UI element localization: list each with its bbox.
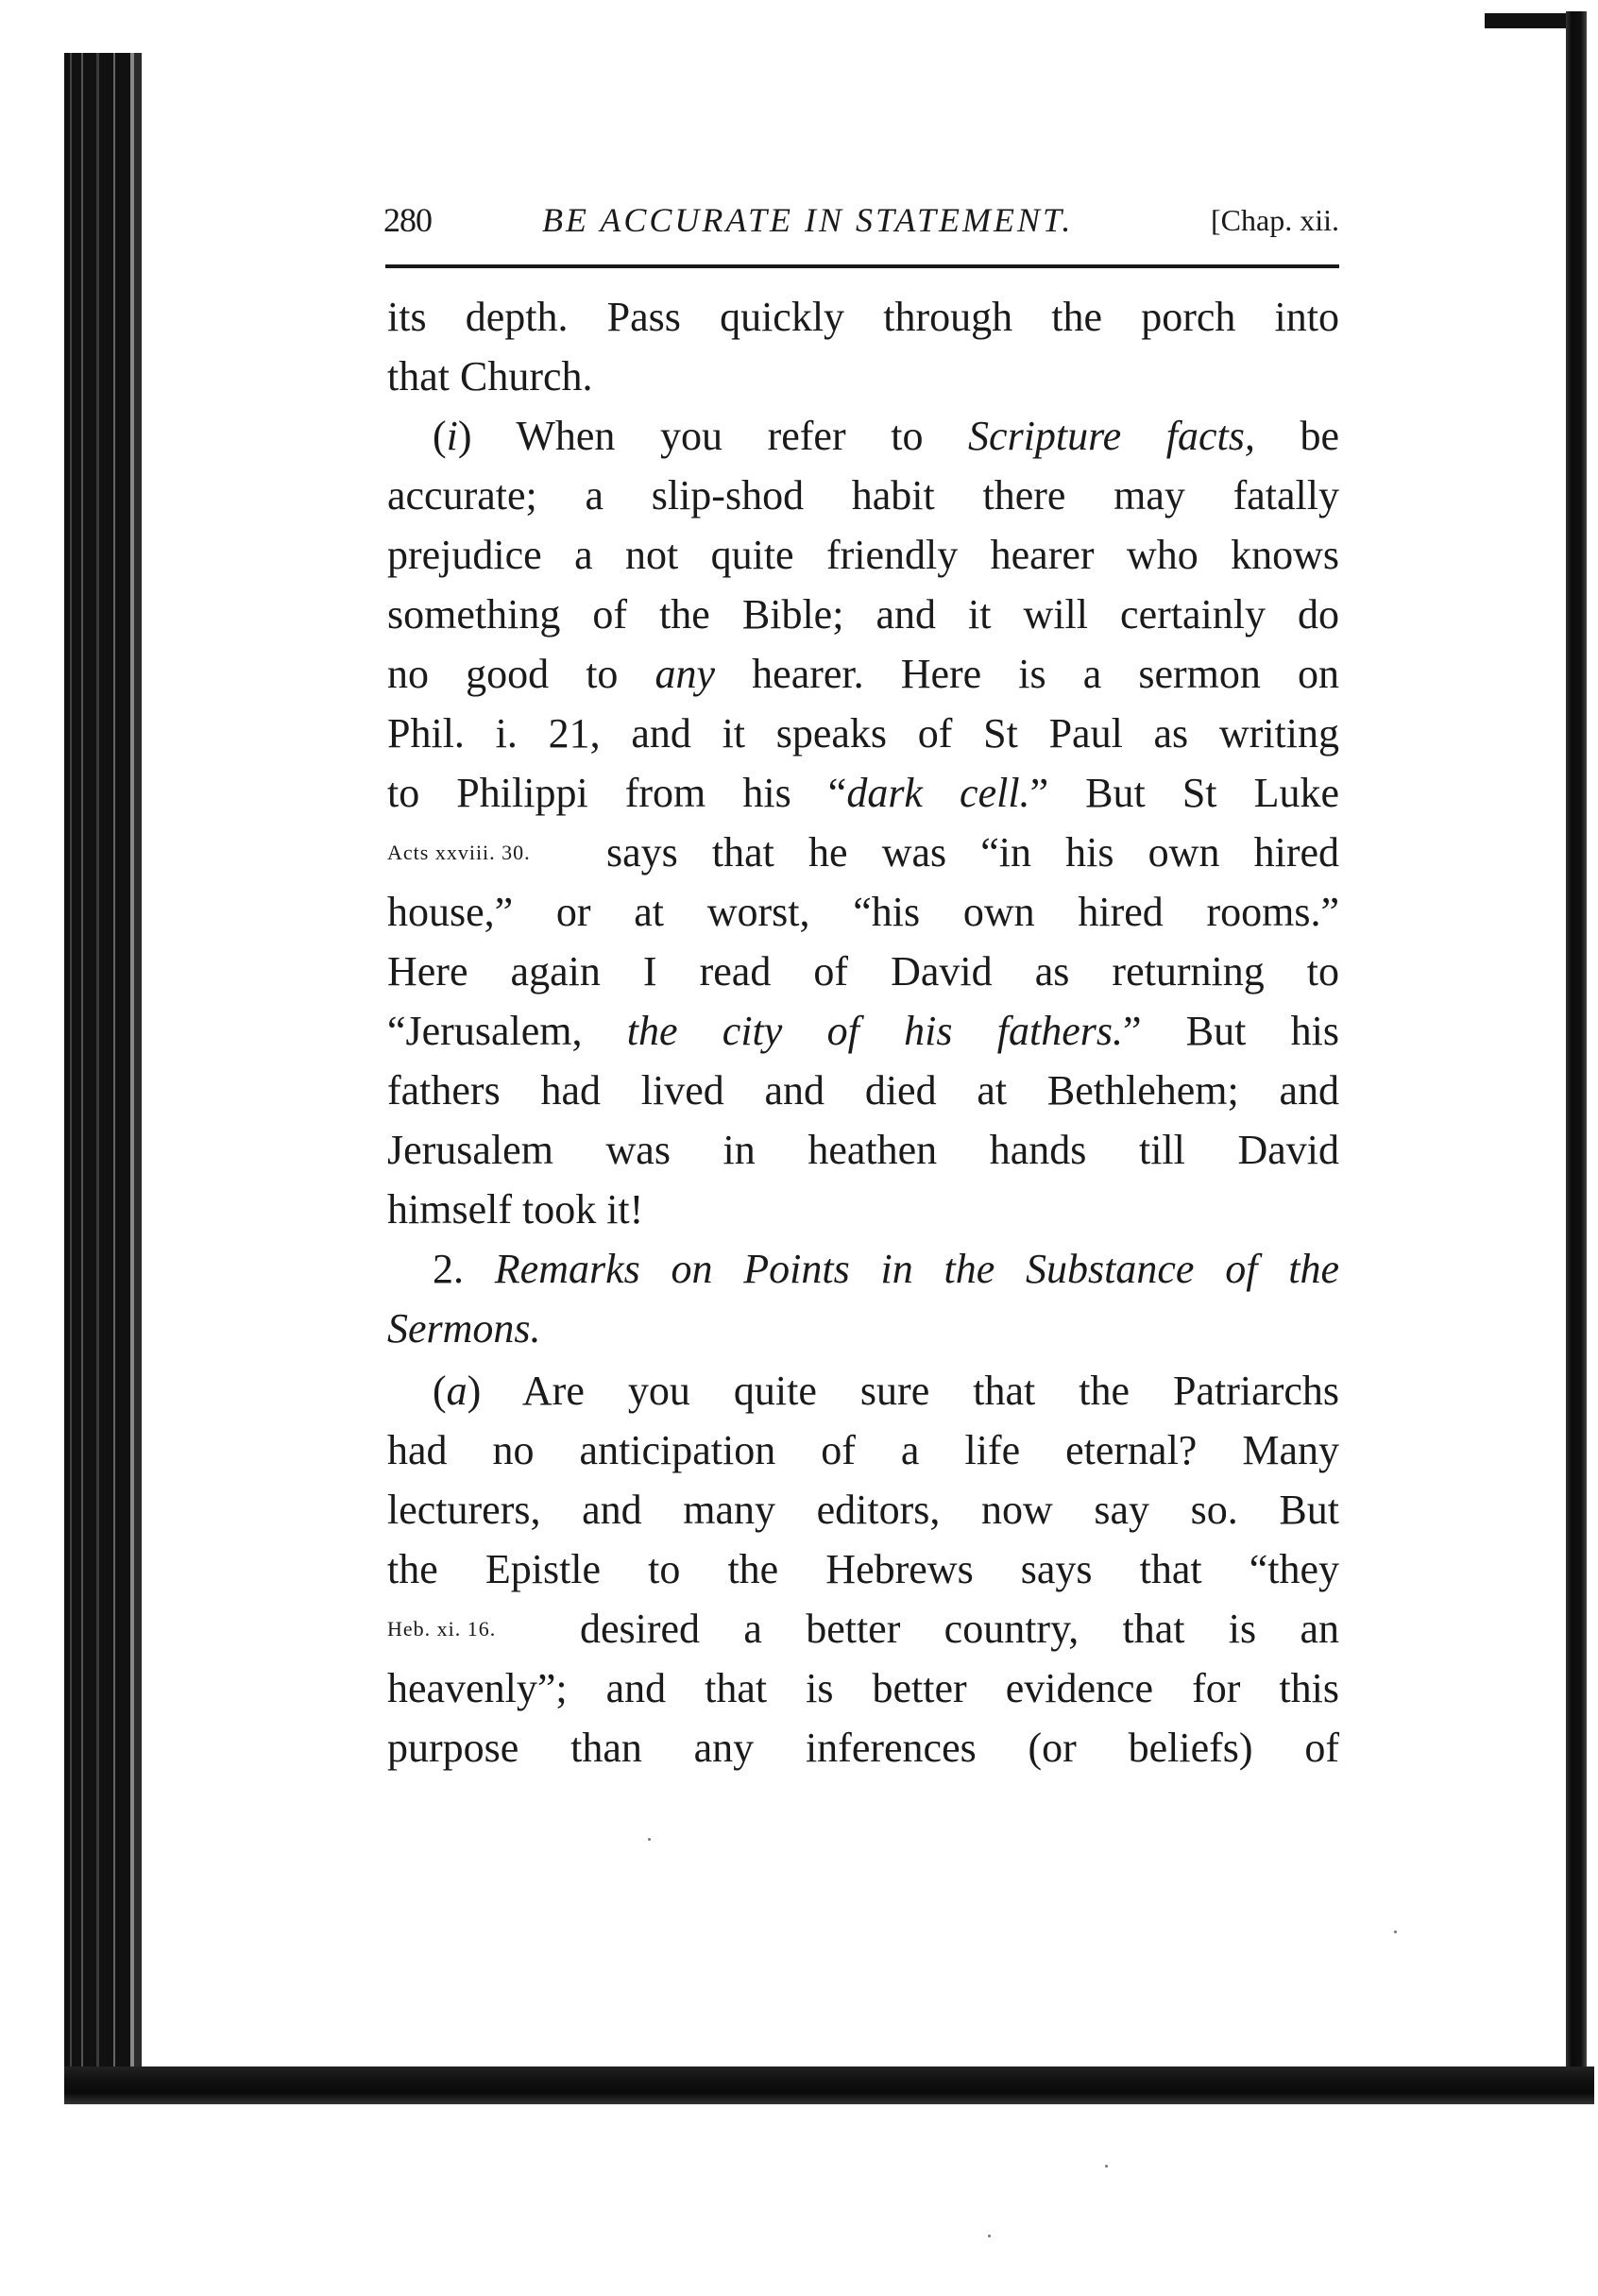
scan-speck — [1105, 2165, 1108, 2168]
scan-frame-bottom — [64, 2066, 1594, 2104]
text-run: ” But his — [1122, 1008, 1340, 1054]
page-number: 280 — [383, 201, 432, 239]
text-line — [387, 1001, 1339, 1061]
text-line: that Church. — [387, 353, 593, 400]
section-heading — [387, 1239, 1339, 1299]
text-run: says that he was “in his own hired — [606, 829, 1339, 876]
text-line: the Epistle to the Hebrews says that “they — [387, 1546, 1339, 1592]
text-line: fathers had lived and died at Bethlehem; and — [387, 1067, 1339, 1114]
text-run: ( — [433, 413, 447, 459]
text-run: any — [654, 651, 716, 697]
text-line — [387, 1361, 1339, 1420]
text-line: house,” or at worst, “his own hired rooms.” — [387, 889, 1339, 935]
text-line: prejudice a not quite friendly hearer who knows — [387, 532, 1339, 578]
page-body — [387, 287, 1339, 1777]
text-run: Remarks on Points in the Substance of the — [494, 1246, 1339, 1292]
text-run: a — [446, 1368, 468, 1414]
book-binding-edge — [64, 53, 142, 2093]
text-run: ( — [433, 1368, 447, 1414]
section-heading-continued: Sermons. — [387, 1305, 541, 1352]
scan-speck — [1394, 1930, 1397, 1933]
text-run: Scripture facts, — [968, 413, 1255, 459]
text-line: had no anticipation of a life eternal? Many — [387, 1427, 1339, 1473]
text-run: ” But St Luke — [1029, 770, 1339, 816]
scan-speck — [988, 2235, 991, 2237]
text-line: accurate; a slip-shod habit there may fatally — [387, 472, 1339, 519]
text-run: ) Are you quite sure that the Patriarchs — [467, 1368, 1339, 1414]
running-title: BE ACCURATE IN STATEMENT. — [542, 201, 1074, 239]
text-line — [387, 644, 1339, 704]
text-run: ) When you refer to — [457, 413, 969, 459]
chapter-reference: [Chap. xii. — [1211, 203, 1339, 237]
text-line: Here again I read of David as returning to — [387, 948, 1339, 995]
text-line — [387, 823, 1339, 882]
text-run: hearer. Here is a sermon on — [715, 651, 1340, 697]
text-line — [387, 406, 1339, 466]
text-line: purpose than any inferences (or beliefs) of — [387, 1725, 1339, 1771]
text-run: i — [446, 413, 458, 459]
text-run: to Philippi from his “ — [387, 770, 847, 816]
text-line: something of the Bible; and it will certainly do — [387, 591, 1339, 638]
text-run: be — [1254, 413, 1340, 459]
text-line: Jerusalem was in heathen hands till David — [387, 1127, 1339, 1173]
text-run: the city of his fathers. — [626, 1008, 1123, 1054]
text-run: 2. — [433, 1246, 495, 1292]
text-run: dark cell. — [846, 770, 1030, 816]
running-head — [383, 196, 1343, 244]
text-line — [387, 1599, 1339, 1658]
scan-frame-right — [1566, 11, 1587, 2104]
text-line: its depth. Pass quickly through the porch into — [387, 294, 1339, 340]
margin-note-acts: Acts xxviii. 30. — [387, 841, 531, 864]
header-rule — [385, 264, 1339, 268]
margin-note-heb: Heb. xi. 16. — [387, 1617, 497, 1641]
text-line: Phil. i. 21, and it speaks of St Paul as writing — [387, 710, 1339, 757]
scan-speck — [648, 1838, 651, 1841]
text-line — [387, 763, 1339, 823]
text-run: no good to — [387, 651, 655, 697]
text-run: desired a better country, that is an — [580, 1606, 1339, 1652]
text-line: himself took it! — [387, 1186, 644, 1233]
text-line: lecturers, and many editors, now say so. But — [387, 1487, 1339, 1533]
text-run: “Jerusalem, — [387, 1008, 627, 1054]
text-line: heavenly”; and that is better evidence for this — [387, 1665, 1339, 1711]
